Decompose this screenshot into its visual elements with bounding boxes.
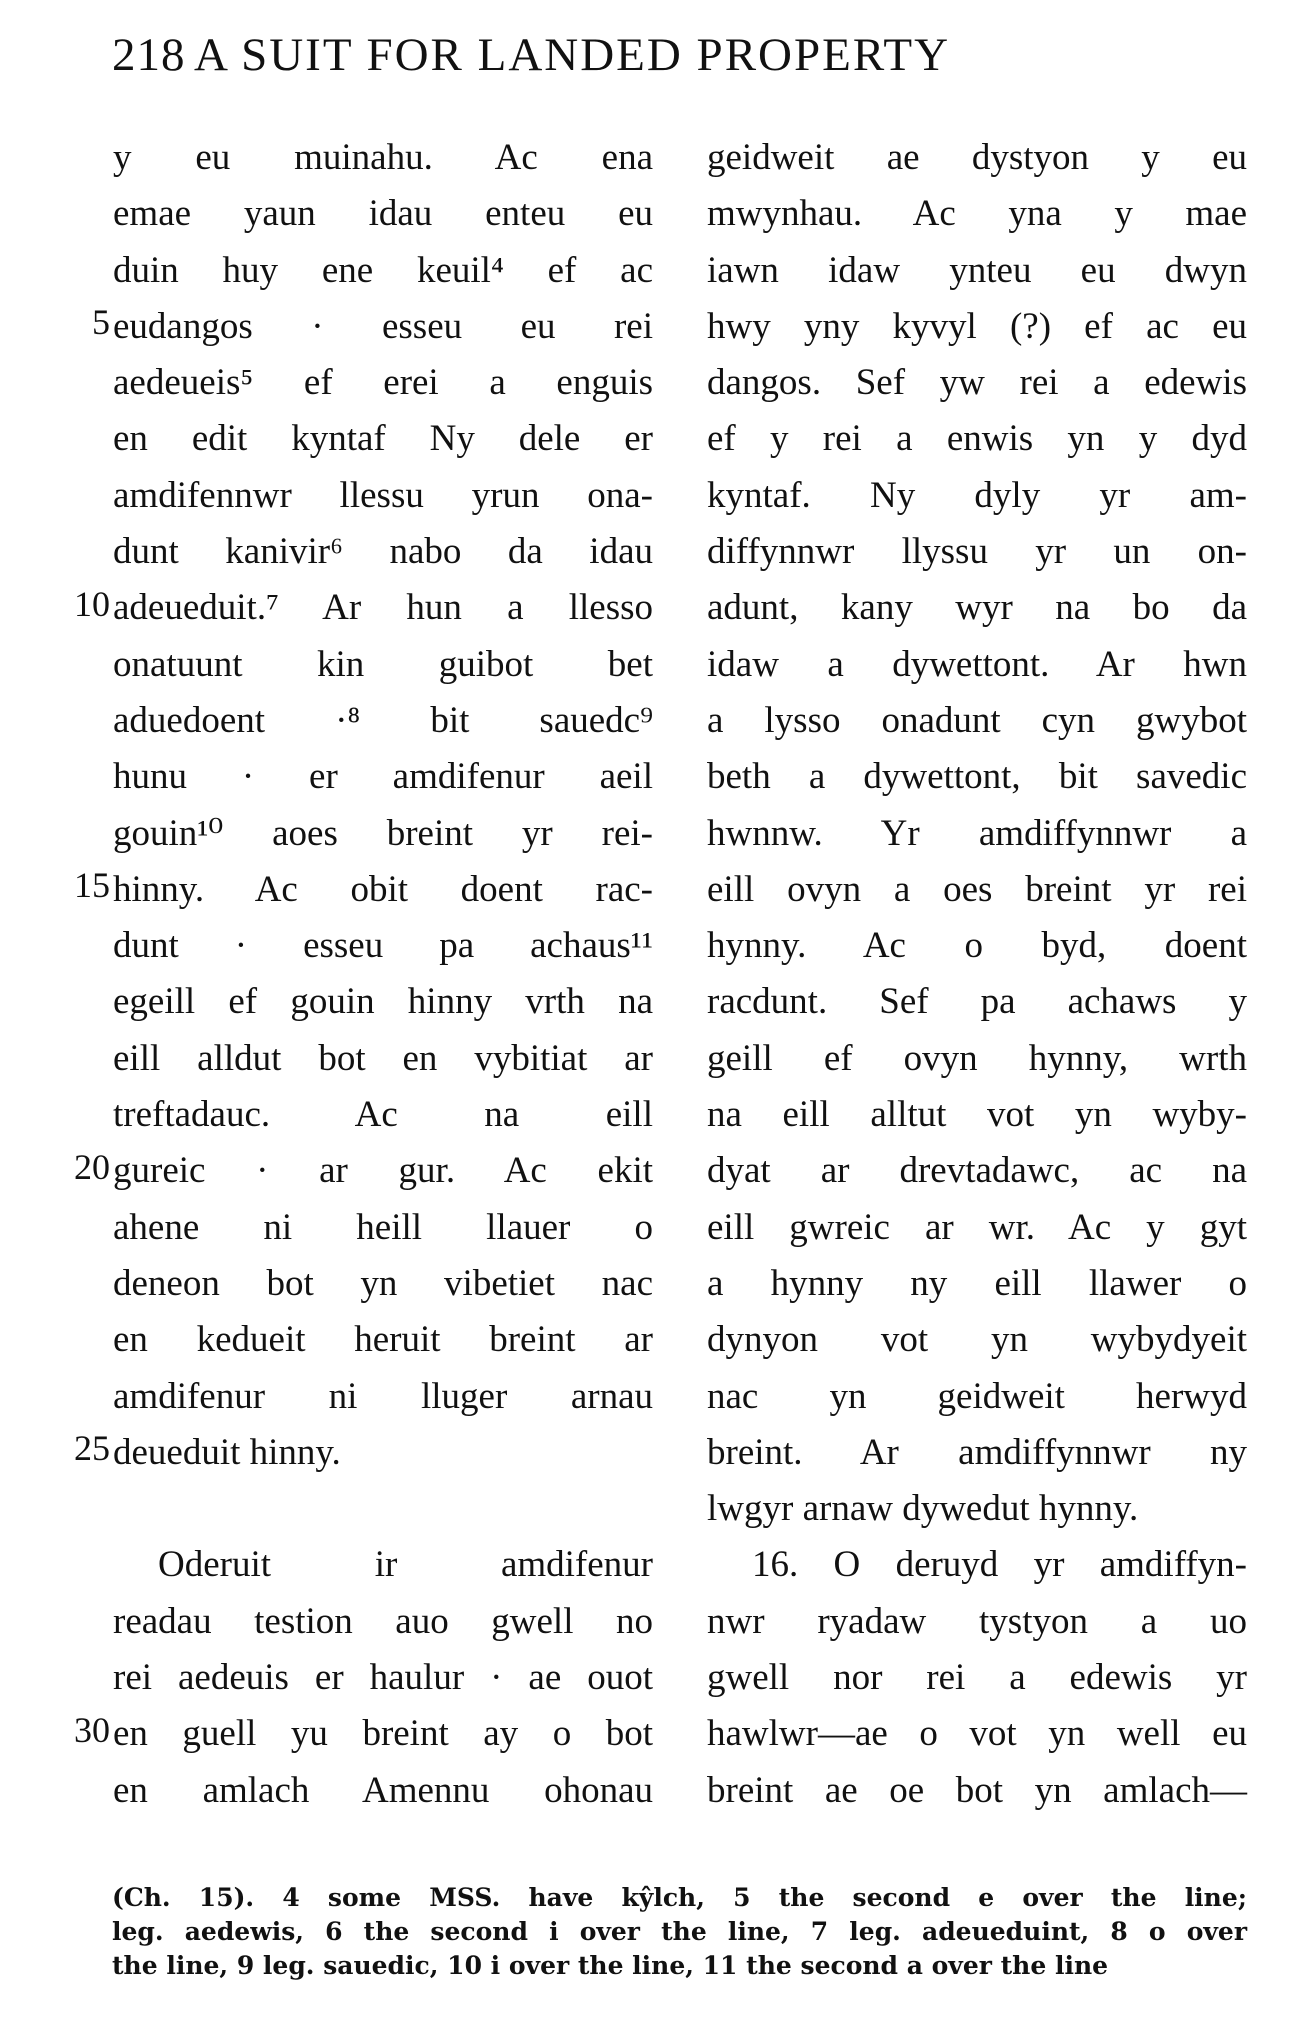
left-column-welsh-text xyxy=(113,130,653,1819)
text-line: eill alldut bot en vybitiat ar xyxy=(113,1037,653,1079)
text-line: racdunt. Sef pa achaws y xyxy=(707,981,1247,1023)
blank-line xyxy=(113,1481,653,1537)
page-number: 218 xyxy=(112,29,186,81)
text-line: en amlach Amennu ohonau xyxy=(113,1769,653,1811)
text-line: treftadauc. Ac na eill xyxy=(113,1094,653,1136)
text-line: idaw a dywettont. Ar hwn xyxy=(707,643,1247,685)
text-line: gwell nor rei a edewis yr xyxy=(707,1657,1247,1699)
text-line: duin huy ene keuil⁴ ef ac xyxy=(113,249,653,291)
text-line: eill ovyn a oes breint yr rei xyxy=(707,868,1247,910)
text-line: hynny. Ac o byd, doent xyxy=(707,925,1247,967)
text-line: en guell yu breint ay o bot xyxy=(113,1713,653,1755)
text-line: eudangos · esseu eu rei xyxy=(113,305,653,347)
text-line: hinny. Ac obit doent rac- xyxy=(113,868,653,910)
text-line: y eu muinahu. Ac ena xyxy=(113,137,653,178)
page-title: A SUIT FOR LANDED PROPERTY xyxy=(194,29,951,81)
text-line: deneon bot yn vibetiet nac xyxy=(113,1262,653,1304)
text-line: geidweit ae dystyon y eu xyxy=(707,137,1247,178)
text-line: diffynnwr llyssu yr un on- xyxy=(707,531,1247,573)
line-number-10: 10 xyxy=(74,584,110,624)
text-line: geill ef ovyn hynny, wrth xyxy=(707,1037,1247,1079)
text-line: deueduit hinny. xyxy=(113,1431,341,1473)
text-line: iawn idaw ynteu eu dwyn xyxy=(707,249,1247,291)
line-number-20: 20 xyxy=(74,1147,110,1187)
text-line: hwy yny kyvyl (?) ef ac eu xyxy=(707,305,1247,347)
text-line: gouin¹⁰ aoes breint yr rei- xyxy=(113,812,653,854)
text-line: amdifennwr llessu yrun ona- xyxy=(113,474,653,516)
text-line: readau testion auo gwell no xyxy=(113,1600,653,1642)
text-line: nwr ryadaw tystyon a uo xyxy=(707,1600,1247,1642)
text-line: hawlwr—ae o vot yn well eu xyxy=(707,1713,1247,1755)
text-line: onatuunt kin guibot bet xyxy=(113,643,653,685)
line-number-25: 25 xyxy=(74,1428,110,1468)
paragraph-start-line: 16. O deruyd yr amdiffyn- xyxy=(752,1544,1247,1586)
text-line: en kedueit heruit breint ar xyxy=(113,1319,653,1361)
text-line: en edit kyntaf Ny dele er xyxy=(113,418,653,460)
text-line: ef y rei a enwis yn y dyd xyxy=(707,418,1247,460)
footnote-line: leg. aedewis, 6 the second i over the line, 7 leg. adeueduint, 8 o over xyxy=(112,1917,1247,1946)
text-line: rei aedeuis er haulur · ae ouot xyxy=(113,1657,653,1699)
text-line: mwynhau. Ac yna y mae xyxy=(707,193,1247,235)
text-line: adunt, kany wyr na bo da xyxy=(707,587,1247,629)
text-line: adeueduit.⁷ Ar hun a llesso xyxy=(113,587,653,629)
footnotes xyxy=(112,1881,1247,1983)
text-line: aduedoent ·⁸ bit sauedc⁹ xyxy=(113,699,653,741)
text-line: eill gwreic ar wr. Ac y gyt xyxy=(707,1206,1247,1248)
text-line: kyntaf. Ny dyly yr am- xyxy=(707,474,1247,516)
text-line: dunt kanivir⁶ nabo da idau xyxy=(113,531,653,573)
footnote-line: (Ch. 15). 4 some MSS. have kŷlch, 5 the second e over the line; xyxy=(112,1883,1247,1912)
text-line: dangos. Sef yw rei a edewis xyxy=(707,362,1247,404)
text-line: aedeueis⁵ ef erei a enguis xyxy=(113,362,653,404)
right-column-modern-text xyxy=(707,130,1247,1819)
text-line: nac yn geidweit herwyd xyxy=(707,1375,1247,1417)
text-line: a hynny ny eill llawer o xyxy=(707,1262,1247,1304)
text-line: ahene ni heill llauer o xyxy=(113,1206,653,1248)
text-line: dynyon vot yn wybydyeit xyxy=(707,1319,1247,1361)
text-line: breint ae oe bot yn amlach— xyxy=(707,1769,1247,1811)
paragraph-start-line: Oderuit ir amdifenur xyxy=(158,1544,653,1586)
text-line: dunt · esseu pa achaus¹¹ xyxy=(113,925,653,967)
line-number-15: 15 xyxy=(74,865,110,905)
footnote-line: the line, 9 leg. sauedic, 10 i over the line, 11 the second a over the line xyxy=(112,1951,1109,1980)
text-line: breint. Ar amdiffynnwr ny xyxy=(707,1431,1247,1473)
text-line: na eill alltut vot yn wyby- xyxy=(707,1094,1247,1136)
running-header xyxy=(112,28,1212,88)
text-line: gureic · ar gur. Ac ekit xyxy=(113,1150,653,1192)
text-line: hwnnw. Yr amdiffynnwr a xyxy=(707,812,1247,854)
text-line: lwgyr arnaw dywedut hynny. xyxy=(707,1488,1139,1530)
text-line: hunu · er amdifenur aeil xyxy=(113,756,653,798)
text-line: egeill ef gouin hinny vrth na xyxy=(113,981,653,1023)
line-number-30: 30 xyxy=(74,1710,110,1750)
text-line: dyat ar drevtadawc, ac na xyxy=(707,1150,1247,1192)
text-line: a lysso onadunt cyn gwybot xyxy=(707,699,1247,741)
text-line: emae yaun idau enteu eu xyxy=(113,193,653,235)
text-line: beth a dywettont, bit savedic xyxy=(707,756,1247,798)
line-number-5: 5 xyxy=(92,302,110,342)
text-line: amdifenur ni lluger arnau xyxy=(113,1375,653,1417)
